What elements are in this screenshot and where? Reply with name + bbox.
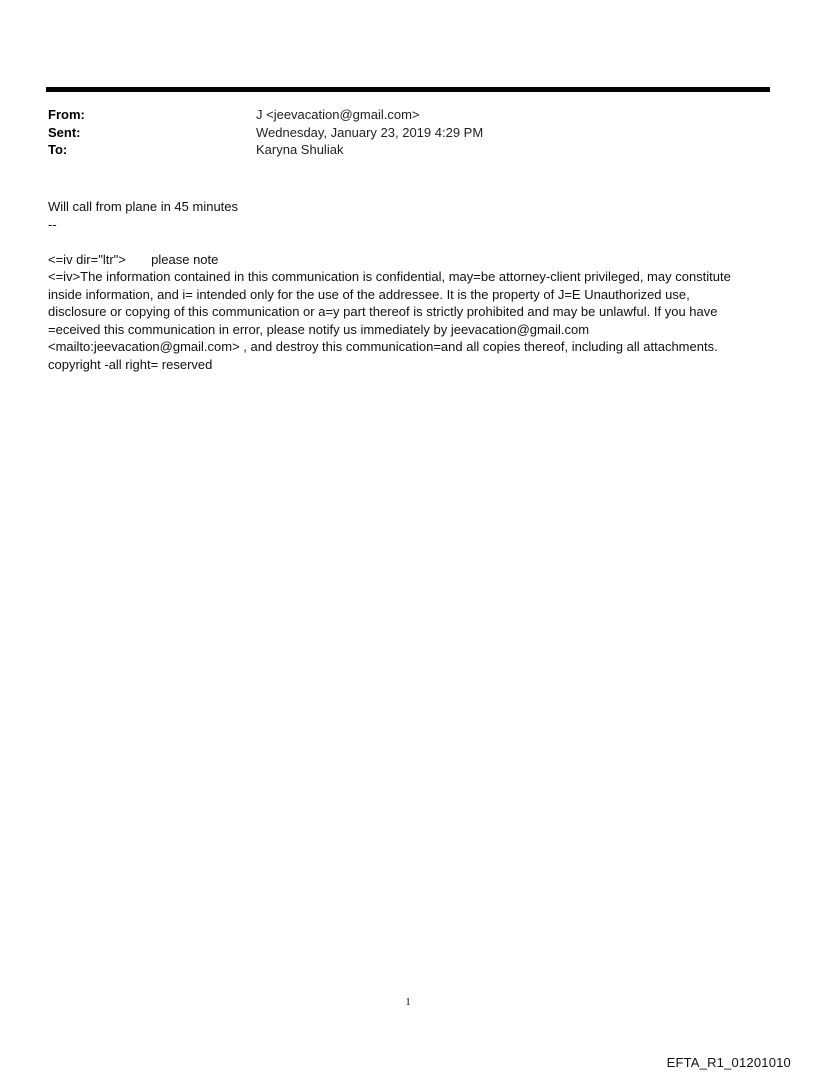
disclaimer-line: <mailto:jeevacation@gmail.com> , and destroy this communication=and all copies thereof, including all attachments.: [48, 339, 718, 354]
email-body: [48, 198, 778, 373]
body-message: Will call from plane in 45 minutes: [48, 199, 239, 214]
to-label: To:: [48, 142, 68, 157]
disclaimer-line: inside information, and i= intended only for the use of the addressee. It is the property of J=E Unauthorized use,: [48, 286, 690, 302]
to-row: [48, 141, 748, 159]
from-value: J <jeevacation@gmail.com>: [256, 107, 420, 122]
disclaimer-line: =eceived this communication in error, please notify us immediately by jeevacation@gmail.com: [48, 321, 590, 337]
document-id: EFTA_R1_01201010: [666, 1055, 791, 1070]
sent-value: Wednesday, January 23, 2019 4:29 PM: [256, 124, 484, 140]
header-rule: [46, 87, 770, 92]
sent-label: Sent:: [48, 124, 81, 140]
sent-row: [48, 124, 748, 142]
disclaimer-line: <=iv>The information contained in this communication is confidential, may=be attorney-client privileged, may constitute: [48, 269, 731, 284]
to-value: Karyna Shuliak: [256, 142, 344, 157]
from-row: [48, 106, 748, 124]
disclaimer-line: copyright -all right= reserved: [48, 356, 213, 372]
blank-line: [48, 233, 778, 251]
from-label: From:: [48, 107, 85, 122]
signature-separator: --: [48, 216, 57, 232]
note-line: <=iv dir="ltr"> please note: [48, 251, 219, 267]
disclaimer-line: disclosure or copying of this communication or a=y part thereof is strictly prohibited and may be unlawful. If you have: [48, 304, 718, 319]
page-number: 1: [405, 996, 411, 1008]
email-header: [48, 106, 748, 159]
